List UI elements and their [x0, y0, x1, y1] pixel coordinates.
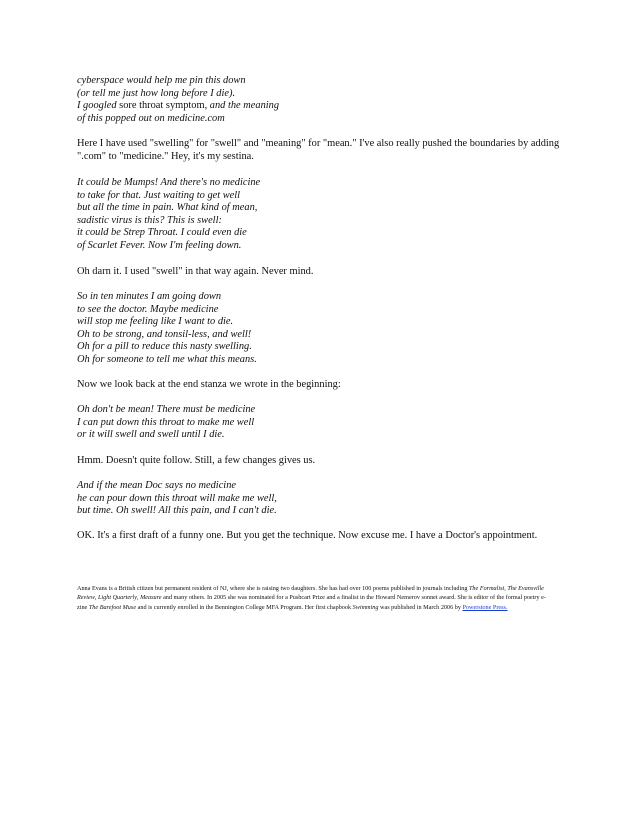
bio-text-6: and is currently enrolled in the Bennington College MFA Program. Her first chapbook	[136, 603, 353, 611]
bio-journal-measure: Measure	[140, 594, 162, 602]
stanza-3-line-4: Oh to be strong, and tonsil-less, and well!	[77, 328, 252, 340]
bio-text-7: was published in March 2006 by	[378, 603, 463, 611]
bio-chapbook-swimming: Swimming	[352, 603, 379, 611]
bio-journal-formalist: The Formalist	[468, 585, 505, 592]
stanza-1-line-3-c: , and the meaning	[204, 100, 280, 112]
paragraph-4: Hmm. Doesn't quite follow. Still, a few changes gives us.	[77, 455, 316, 466]
stanza-3	[77, 291, 577, 367]
stanza-5-line-1: And if the mean Doc says no medicine	[77, 480, 236, 491]
bio-text-4: ,	[137, 594, 141, 602]
paragraph-5: OK. It's a first draft of a funny one. But you get the technique. Now excuse me. I have a Doctor's appointment.	[77, 530, 538, 541]
stanza-4-line-3: or it will swell and swell until I die.	[77, 429, 225, 441]
bio-journal-evansville: The Evansville Review	[77, 585, 544, 602]
stanza-1-line-2: (or tell me just how long before I die).	[77, 87, 236, 99]
stanza-3-line-5: Oh for a pill to reduce this nasty swelling.	[77, 341, 252, 353]
stanza-5	[77, 480, 577, 518]
author-bio	[77, 584, 547, 612]
bio-text-1: Anna Evans is a British citizen but permanent resident of NJ, where she is raising two daughters. She has had over 100 poems published in journals including	[77, 585, 469, 592]
stanza-1-line-3-b: sore throat symptom	[119, 100, 205, 112]
bio-journal-light-quarterly: Light Quarterly	[97, 594, 137, 602]
paragraph-2: Oh darn it. I used "swell" in that way again. Never mind.	[77, 266, 314, 277]
stanza-1-line-3	[77, 100, 577, 113]
stanza-2-line-3: but all the time in pain. What kind of mean,	[77, 202, 258, 214]
stanza-2	[77, 177, 577, 253]
stanza-2-line-1: It could be Mumps! And there's no medicine	[77, 177, 261, 188]
bio-text-2: ,	[504, 585, 508, 592]
stanza-4-line-1: Oh don't be mean! There must be medicine	[77, 404, 256, 415]
stanza-3-line-2: to see the doctor. Maybe medicine	[77, 303, 219, 315]
stanza-2-line-5: it could be Strep Throat. I could even die	[77, 227, 247, 239]
paragraph-3: Now we look back at the end stanza we wrote in the beginning:	[77, 379, 341, 390]
stanza-1	[77, 75, 577, 125]
bio-text-5: and many others. In 2005 she was nominated for a Pushcart Prize and a finalist in the Howard Nemerov sonnet award. She is editor of the formal poetry e-zine	[77, 594, 546, 611]
stanza-2-line-2: to take for that. Just waiting to get well	[77, 189, 241, 201]
stanza-1-line-1: cyberspace would help me pin this down	[77, 75, 246, 86]
powerstone-press-link[interactable]: Powerstone Press.	[462, 603, 508, 611]
stanza-1-line-4: of this popped out on medicine.com	[77, 112, 225, 124]
bio-ezine-barefoot-muse: The Barefoot Muse	[88, 603, 137, 611]
stanza-4-line-2: I can put down this throat to make me well	[77, 416, 255, 428]
stanza-2-line-6: of Scarlet Fever. Now I'm feeling down.	[77, 239, 242, 251]
bio-text-3: ,	[94, 594, 98, 602]
stanza-3-line-3: will stop me feeling like I want to die.	[77, 316, 234, 328]
stanza-5-line-2: he can pour down this throat will make me well,	[77, 492, 277, 504]
paragraph-1: Here I have used "swelling" for "swell" and "meaning" for "mean." I've also really pushed the boundaries by adding ".com" to "medicine." Hey, it's my sestina.	[77, 138, 560, 162]
stanza-4	[77, 404, 577, 442]
stanza-1-line-3-a: I googled	[77, 100, 117, 112]
stanza-3-line-6: Oh for someone to tell me what this means.	[77, 353, 257, 365]
stanza-3-line-1: So in ten minutes I am going down	[77, 291, 222, 302]
stanza-5-line-3: but time. Oh swell! All this pain, and I can't die.	[77, 505, 277, 517]
stanza-2-line-4: sadistic virus is this? This is swell:	[77, 214, 222, 226]
